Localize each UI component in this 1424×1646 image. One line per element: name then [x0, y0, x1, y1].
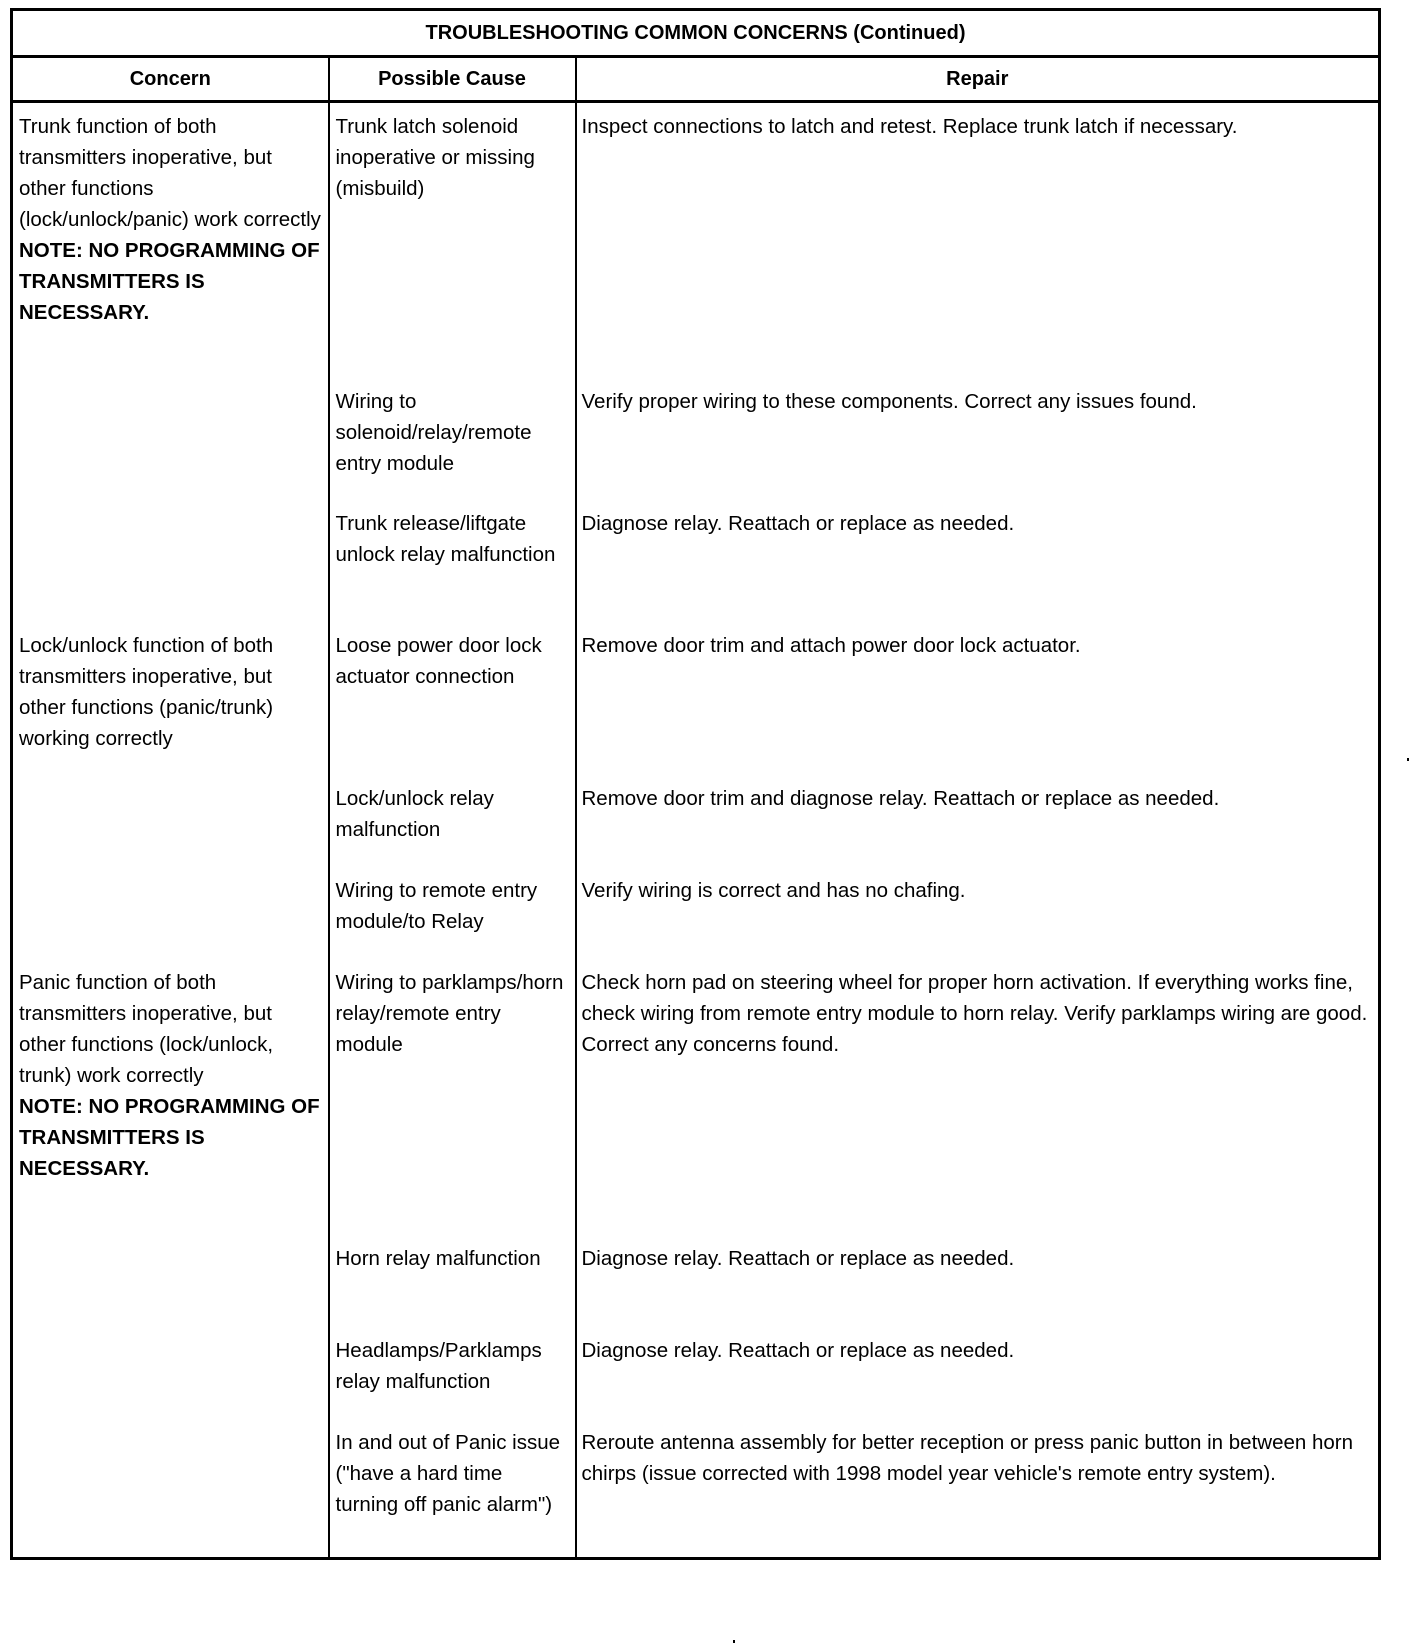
repair-cell: Remove door trim and diagnose relay. Reattach or replace as needed.: [576, 775, 1380, 867]
table-title-row: [12, 10, 1380, 57]
repair-cell: Diagnose relay. Reattach or replace as needed.: [576, 1327, 1380, 1419]
scan-speck: [1407, 758, 1409, 761]
cause-cell: Headlamps/Parklamps relay malfunction: [329, 1327, 576, 1419]
table-row: [12, 959, 1380, 1235]
repair-cell: Verify proper wiring to these components. Correct any issues found.: [576, 378, 1380, 500]
repair-cell: Verify wiring is correct and has no chafing.: [576, 867, 1380, 959]
concern-note: NOTE: NO PROGRAMMING OF TRANSMITTERS IS NECESSARY.: [19, 239, 320, 324]
repair-cell: Remove door trim and attach power door lock actuator.: [576, 622, 1380, 775]
cause-cell: Trunk latch solenoid inoperative or missing (misbuild): [329, 102, 576, 378]
scan-speck: [733, 1640, 735, 1643]
cause-cell: Trunk release/liftgate unlock relay malfunction: [329, 500, 576, 622]
cause-cell: Wiring to remote entry module/to Relay: [329, 867, 576, 959]
repair-cell: Inspect connections to latch and retest. Replace trunk latch if necessary.: [576, 102, 1380, 378]
cause-cell: Wiring to solenoid/relay/remote entry module: [329, 378, 576, 500]
cause-cell: Horn relay malfunction: [329, 1235, 576, 1327]
repair-cell: Check horn pad on steering wheel for proper horn activation. If everything works fine, check wiring from remote entry module to horn relay. Verify parklamps wiring are good. Correct any concerns found.: [576, 959, 1380, 1235]
concern-cell: [12, 622, 329, 959]
troubleshooting-table: [10, 8, 1381, 1560]
concern-text: Lock/unlock function of both transmitters inoperative, but other functions (panic/trunk) working correctly: [19, 633, 274, 750]
cause-cell: Wiring to parklamps/horn relay/remote entry module: [329, 959, 576, 1235]
column-header-repair: Repair: [576, 57, 1380, 102]
concern-cell: [12, 959, 329, 1559]
repair-cell: Diagnose relay. Reattach or replace as needed.: [576, 1235, 1380, 1327]
repair-cell: Diagnose relay. Reattach or replace as needed.: [576, 500, 1380, 622]
concern-cell: [12, 102, 329, 622]
concern-text: Panic function of both transmitters inoperative, but other functions (lock/unlock, trunk) work correctly: [19, 970, 274, 1087]
table-row: [12, 622, 1380, 775]
concern-note: NOTE: NO PROGRAMMING OF TRANSMITTERS IS NECESSARY.: [19, 1094, 320, 1180]
cause-cell: In and out of Panic issue ("have a hard time turning off panic alarm"): [329, 1419, 576, 1559]
repair-cell: Reroute antenna assembly for better reception or press panic button in between horn chirps (issue corrected with 1998 model year vehicle's remote entry system).: [576, 1419, 1380, 1559]
concern-text: Trunk function of both transmitters inoperative, but other functions (lock/unlock/panic) work correctly: [19, 115, 321, 231]
column-header-concern: Concern: [12, 57, 329, 102]
cause-cell: Lock/unlock relay malfunction: [329, 775, 576, 867]
table-row: [12, 102, 1380, 378]
column-header-possible-cause: Possible Cause: [329, 57, 576, 102]
column-header-row: [12, 57, 1380, 102]
table-title: TROUBLESHOOTING COMMON CONCERNS (Continued): [12, 10, 1380, 57]
cause-cell: Loose power door lock actuator connection: [329, 622, 576, 775]
